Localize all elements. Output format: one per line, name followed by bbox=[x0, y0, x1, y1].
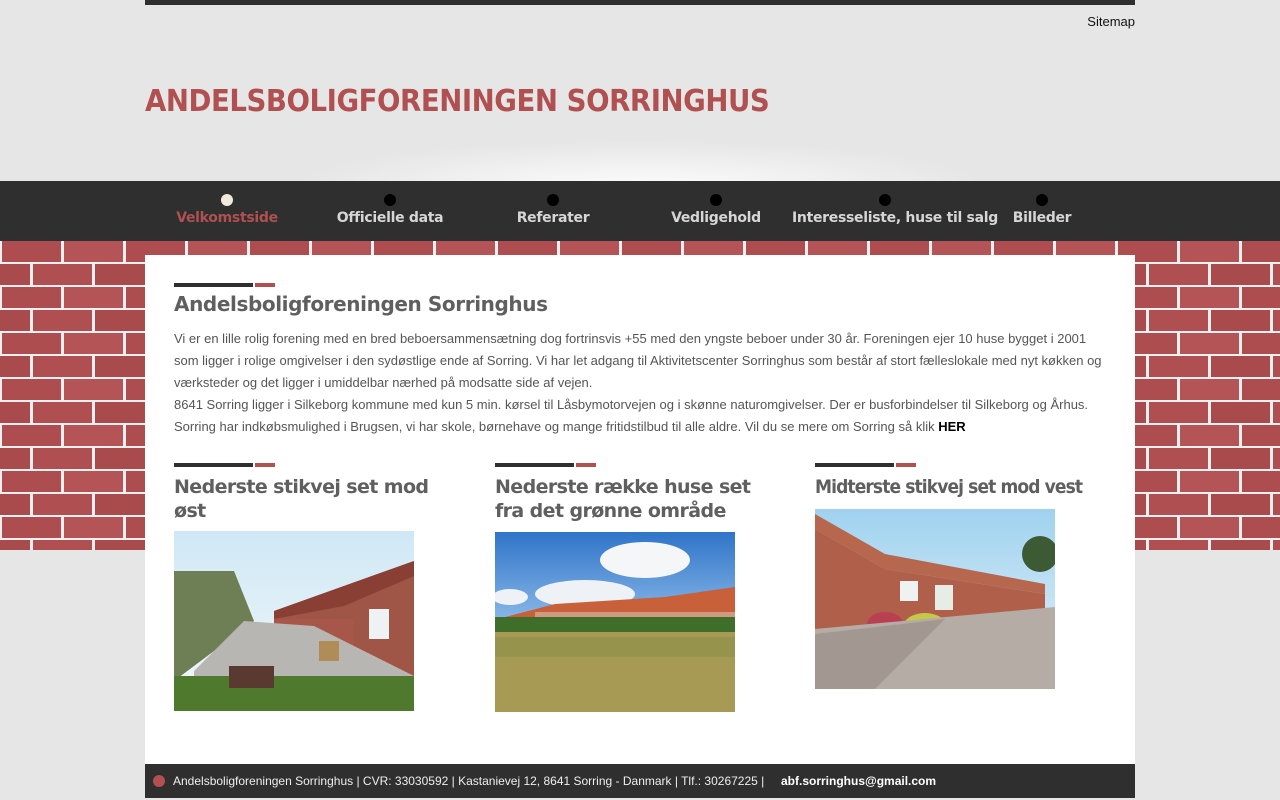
nav-item-label: Officielle data bbox=[336, 210, 444, 226]
nav-item-label: Interesseliste, huse til salg bbox=[792, 210, 998, 226]
sorring-link[interactable]: HER bbox=[938, 419, 966, 434]
heading-accent-bar bbox=[174, 283, 275, 287]
heading-accent-bar bbox=[815, 463, 916, 467]
page-title: Andelsboligforeningen Sorringhus bbox=[174, 292, 548, 316]
brick-houses-paving-photo[interactable] bbox=[815, 509, 1055, 689]
nav-item-label: Billeder bbox=[1012, 210, 1072, 226]
column-title: Nederste stikvej set mod øst bbox=[174, 476, 429, 522]
nav-item-vedligehold[interactable] bbox=[656, 181, 776, 241]
intro-paragraph-1: Vi er en lille rolig forening med en bred beboersammensætning dog fortrinsvis +55 med den yngste beboer under 30 år. Foreningen ejer 10 huse bygget i 2001 som ligger i rolige omgivelser i den sydøstlige ende af Sorring. Vi har let adgang til Aktivitetscenter Sorringhus som består af stort fælleslokale med nyt køkken og værksteder og det ligger i umiddelbar nærhed på modsatte side af vejen. bbox=[174, 331, 1102, 390]
nav-item-label: Velkomstside bbox=[176, 210, 278, 226]
main-nav bbox=[0, 181, 1280, 241]
site-title[interactable]: ANDELSBOLIGFORENINGEN SORRINGHUS bbox=[145, 84, 770, 119]
heading-accent-bar bbox=[174, 463, 275, 467]
intro-paragraph-2: 8641 Sorring ligger i Silkeborg kommune med kun 5 min. kørsel til Låsbymotorvejen og i skønne naturomgivelser. Der er busforbindelser til Silkeborg og Århus. Sorring har indkøbsmulighed i Brugsen, vi har skole, børnehave og mange fritidstilbud til alle aldre. Vil du se mere om Sorring så klik bbox=[174, 397, 1089, 434]
houses-field-photo[interactable] bbox=[495, 532, 735, 712]
footer-email-link[interactable]: abf.sorringhus@gmail.com bbox=[781, 774, 937, 788]
nav-dot-icon bbox=[384, 194, 396, 206]
nav-item-label: Vedligehold bbox=[671, 210, 761, 226]
footer-contact-info: Andelsboligforeningen Sorringhus | CVR: 33030592 | Kastanievej 12, 8641 Sorring - Danmark | Tlf.: 30267225 | bbox=[173, 774, 765, 788]
column-title: Midterste stikvej set mod vest bbox=[815, 476, 1083, 498]
nav-item-velkomstside[interactable] bbox=[167, 181, 287, 241]
nav-dot-icon bbox=[547, 194, 559, 206]
header-glow bbox=[290, 140, 990, 185]
nav-item-officielle-data[interactable] bbox=[330, 181, 450, 241]
house-row-path-photo[interactable] bbox=[174, 531, 414, 711]
nav-item-interesseliste[interactable] bbox=[792, 181, 998, 241]
intro-text bbox=[174, 328, 1114, 438]
main-content bbox=[145, 255, 1135, 764]
footer-dot-icon bbox=[153, 775, 165, 787]
heading-accent-bar bbox=[495, 463, 596, 467]
nav-dot-icon bbox=[221, 194, 233, 206]
footer bbox=[145, 764, 1135, 798]
sitemap-link[interactable]: Sitemap bbox=[1087, 14, 1135, 29]
nav-dot-icon bbox=[1036, 194, 1048, 206]
nav-item-billeder[interactable] bbox=[1002, 181, 1082, 241]
nav-item-label: Referater bbox=[516, 210, 590, 226]
column-title: Nederste række huse set fra det grønne område bbox=[495, 476, 751, 522]
nav-item-referater[interactable] bbox=[493, 181, 613, 241]
top-bar bbox=[145, 0, 1135, 5]
nav-dot-icon bbox=[879, 194, 891, 206]
nav-dot-icon bbox=[710, 194, 722, 206]
